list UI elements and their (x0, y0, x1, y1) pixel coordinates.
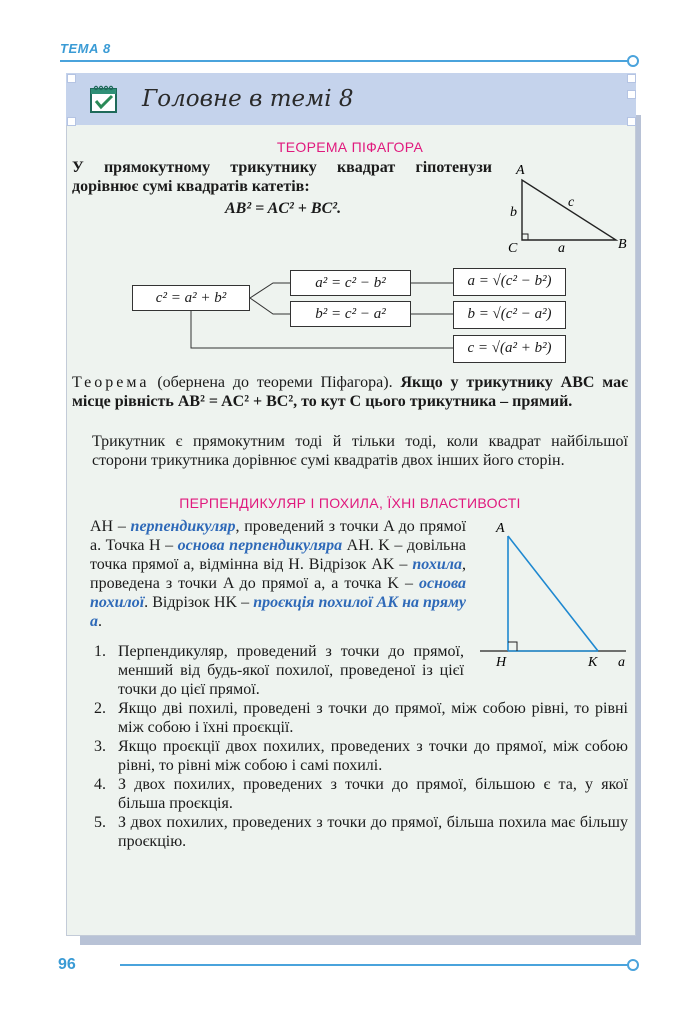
side-label-b: b (510, 205, 517, 220)
section-heading-perpendicular: ПЕРПЕНДИКУЛЯР І ПОХИЛА, ЇХНІ ВЛАСТИВОСТІ (179, 495, 521, 511)
def-text: . (98, 613, 102, 630)
term-perpendicular: перпендикуляр (130, 518, 236, 535)
right-triangle-figure (498, 160, 638, 265)
panel-title: Головне в темі 8 (142, 86, 354, 112)
list-item-text: Перпендикуляр, проведений з точки до прямої, менший від будь-якої похилої, проведеної із цієї точки до цієї прямої. (118, 643, 464, 698)
list-item-text: Якщо дві похилі, проведені з точки до прямої, між собою рівні, то рівні між собою і їхні проєкції. (118, 700, 628, 736)
list-item-number: 5. (94, 814, 106, 831)
theorem-word: Теорема (72, 374, 150, 391)
side-label-a: a (558, 241, 565, 256)
side-label-c: c (568, 195, 575, 210)
def-text: AH. K – довільна точка прямої a, відмінна від H. Відрізок AK – (90, 537, 467, 573)
term-perpendicular-base: основа перпендикуляра (177, 537, 343, 554)
properties-list (94, 642, 628, 851)
def-text: . Відрізок HK – (144, 594, 254, 611)
list-item (94, 642, 464, 699)
term-projection: проєкція похилої AK на пряму a (90, 594, 466, 630)
list-item-text: З двох похилих, проведених з точки до прямої, більша похила має більшу проєкцію. (118, 814, 628, 850)
list-item (94, 737, 628, 775)
point-label-h: H (496, 655, 507, 670)
vertex-label-b: B (618, 237, 627, 252)
converse-statement: Якщо у трикутнику ABC має місце рівність AB² = AC² + BC², то кут C цього трикутника – прямий. (72, 374, 628, 410)
scheme-formula-b-squared: b² = c² − a² (290, 301, 411, 327)
theorem-statement: У прямокутному трикутнику квадрат гіпотенузи дорівнює сумі квадратів катетів: (72, 159, 492, 195)
scheme-formula-a-squared: a² = c² − b² (290, 270, 411, 296)
converse-theorem (72, 373, 628, 411)
def-text: , проведена з точки A до прямої a, а точка K – (90, 556, 466, 592)
scheme-result-c: c = √(a² + b²) (453, 335, 566, 363)
vertex-label-a: A (516, 163, 525, 178)
term-oblique-base: основа похилої (90, 575, 466, 611)
def-text: , проведений з точки A до прямої a. Точка H – (90, 518, 467, 554)
line-label-a: a (618, 655, 625, 670)
list-item (94, 699, 628, 737)
top-divider-end-circle (627, 55, 639, 67)
point-label-a: A (496, 521, 505, 536)
page-number: 96 (58, 956, 76, 973)
corner-square (627, 90, 636, 99)
scheme-result-a: a = √(c² − b²) (453, 268, 566, 296)
bottom-divider-end-circle (627, 959, 639, 971)
notepad-check-icon (89, 84, 119, 119)
def-text: AH – (90, 518, 131, 535)
list-item-text: Якщо проєкції двох похилих, проведених з точки до прямої, між собою рівні, то рівні між собою і самі похилі. (118, 738, 628, 774)
perpendicular-definitions (90, 517, 466, 631)
converse-note: (обернена до теореми Піфагора). (149, 374, 401, 391)
section-heading-pythagoras: ТЕОРЕМА ПІФАГОРА (276, 139, 424, 155)
list-item-number: 1. (94, 643, 106, 660)
vertex-label-c: C (508, 241, 518, 256)
list-item (94, 775, 628, 813)
bottom-divider (120, 964, 630, 966)
corner-square (627, 74, 636, 83)
term-oblique: похила (412, 556, 462, 573)
scheme-result-b: b = √(c² − a²) (453, 301, 566, 329)
corner-square (67, 117, 76, 126)
top-divider (60, 60, 630, 62)
pythagoras-formula: AB² = AC² + BC². (225, 200, 342, 217)
point-label-k: K (588, 655, 598, 670)
corner-square (627, 117, 636, 126)
corner-square (67, 74, 76, 83)
scheme-root-formula: c² = a² + b² (132, 285, 250, 311)
list-item-number: 2. (94, 700, 106, 717)
topic-label: ТЕМА 8 (60, 41, 111, 56)
list-item-number: 3. (94, 738, 106, 755)
list-item-text: З двох похилих, проведених з точки до прямої, більшою є та, у якої більша проєкція. (118, 776, 628, 812)
right-triangle-criterion: Трикутник є прямокутним тоді й тільки тоді, коли квадрат найбільшої сторони трикутника дорівнює сумі квадратів двох інших його сторін. (92, 433, 628, 469)
list-item (94, 813, 628, 851)
list-item-number: 4. (94, 776, 106, 793)
